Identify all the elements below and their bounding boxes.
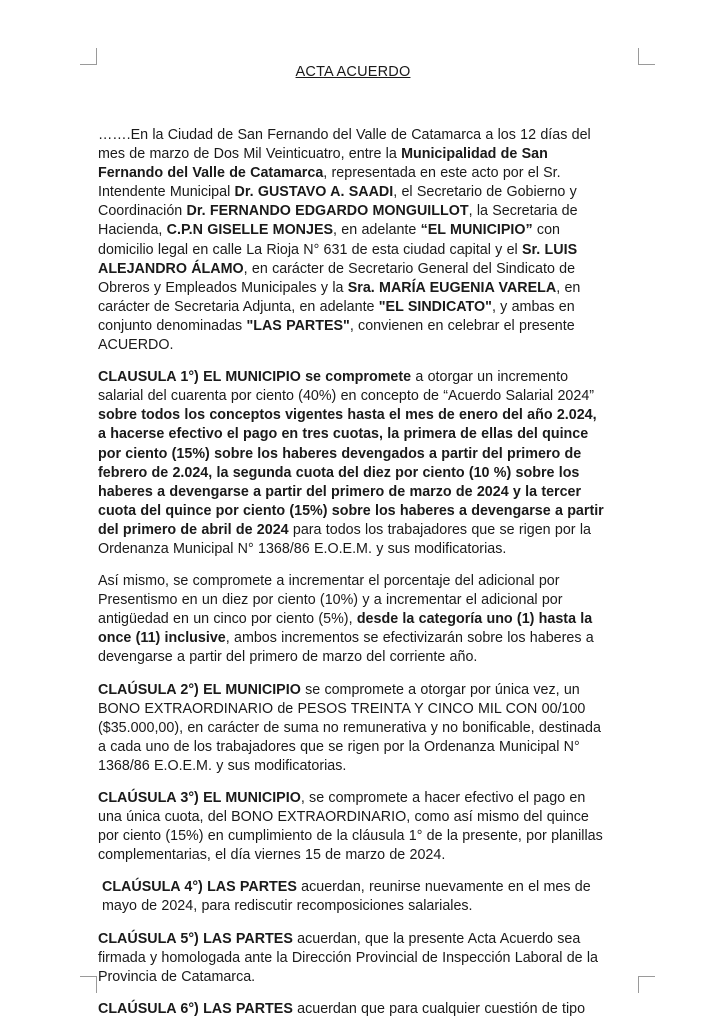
clause-1-continuation-paragraph	[98, 572, 608, 667]
bold-text-run: sobre todos los conceptos vigentes hasta el mes de enero del año 2.024, a hacerse efectivo el pago en tres cuotas, la primera de ellas del quince por ciento (15%) sobre los haberes devengados a partir del primero de febrero de 2.024, la segunda cuota del diez por ciento (10 %) sobre los haberes a devengarse a partir del primero de marzo de 2024 y la tercer cuota del quince por ciento (15%) sobre los haberes a devengarse a partir del primero de abril de 2024	[98, 407, 604, 538]
intro-paragraph	[98, 126, 608, 355]
crop-mark-top-right	[638, 48, 655, 65]
document-title: ACTA ACUERDO	[295, 64, 411, 80]
clause-3-paragraph	[98, 789, 608, 865]
bold-text-run: C.P.N GISELLE MONJES	[166, 222, 334, 239]
text-run: , en adelante	[333, 222, 421, 239]
bold-text-run: desde la categoría uno (1) hasta la once (11) inclusive	[98, 611, 593, 647]
text-run: , convienen en celebrar el presente ACUERDO.	[98, 317, 575, 354]
text-run: con domicilio legal en calle La Rioja N° 631 de esta ciudad capital y el	[98, 222, 560, 258]
text-run: , y ambas en conjunto denominadas	[98, 298, 575, 334]
crop-mark-bottom-right	[638, 976, 655, 993]
text-run: , en carácter de Secretario General del Sindicato de Obreros y Empleados Municipales y la	[98, 260, 576, 296]
bold-text-run: se compromete	[305, 369, 412, 386]
text-run: se compromete a otorgar por única vez, un BONO EXTRAORDINARIO de PESOS TREINTA Y CINCO MIL CON 00/100 ($35.000,00), en carácter de suma no remunerativa y no bonificable, destinada a cada uno de los trabajadores que se rigen por la Ordenanza Municipal N° 1368/86 E.O.E.M. y sus modificatorias.	[98, 681, 601, 774]
bold-text-run: CLAÚSULA 5°) LAS PARTES	[98, 930, 293, 947]
text-run: acuerdan, reunirse nuevamente en el mes de mayo de 2024, para rediscutir recomposiciones salariales.	[102, 879, 591, 915]
clause-4-paragraph	[98, 878, 608, 916]
crop-mark-top-left	[80, 48, 97, 65]
crop-mark-bottom-left	[80, 976, 97, 993]
text-run: , representada en este acto por el Sr. Intendente Municipal	[98, 165, 561, 201]
clause-2-paragraph	[98, 681, 608, 776]
bold-text-run: CLAÚSULA 6°) LAS PARTES	[98, 1000, 293, 1017]
bold-text-run: Sr. LUIS ALEJANDRO ÁLAMO	[98, 241, 578, 277]
bold-text-run: Dr. FERNANDO EDGARDO MONGUILLOT	[186, 203, 469, 220]
clause-1-paragraph	[98, 368, 608, 559]
text-run: acuerdan, que la presente Acta Acuerdo sea firmada y homologada ante la Dirección Provincial de Inspección Laboral de la Provincia de Catamarca.	[98, 930, 599, 985]
text-run: acuerdan que para cualquier cuestión de tipo	[292, 1000, 586, 1017]
clause-6-paragraph	[98, 1000, 608, 1019]
text-run: a otorgar un incremento salarial del cuarenta por ciento (40%) en concepto de “Acuerdo Salarial 2024”	[98, 369, 595, 405]
bold-text-run: "LAS PARTES"	[246, 317, 350, 334]
text-run: Así mismo, se compromete a incrementar el porcentaje del adicional por Presentismo en un diez por ciento (10%) y a incrementar el adicional por antigüedad en un cinco por ciento (5%),	[98, 573, 563, 628]
text-run: , la Secretaria de Hacienda,	[98, 203, 578, 239]
bold-text-run: CLAÚSULA 3°) EL MUNICIPIO	[98, 790, 301, 806]
bold-text-run: CLAÚSULA 4°) LAS PARTES	[102, 879, 297, 896]
text-run: …….En la Ciudad de San Fernando del Valle de Catamarca a los 12 días del mes de marzo de Dos Mil Veinticuatro, entre la	[98, 127, 591, 163]
bold-text-run: Sra. MARÍA EUGENIA VARELA	[347, 279, 557, 296]
bold-text-run: CLAUSULA 1°) EL MUNICIPIO	[98, 369, 301, 386]
bold-text-run: Dr. GUSTAVO A. SAADI	[234, 184, 394, 201]
text-run: , en carácter de Secretaria Adjunta, en adelante	[98, 279, 581, 315]
bold-text-run: Municipalidad de San Fernando del Valle de Catamarca	[98, 146, 548, 182]
bold-text-run: CLAÚSULA 2°) EL MUNICIPIO	[98, 681, 301, 698]
text-run: , se compromete a hacer efectivo el pago en una única cuota, del BONO EXTRAORDINARIO, como así mismo del quince por ciento (15%) en cumplimiento de la cláusula 1° de la presente, por planillas complementarias, el día viernes 15 de marzo de 2024.	[98, 790, 603, 864]
text-run: , ambos incrementos se efectivizarán sobre los haberes a devengarse a partir del primero de marzo del corriente año.	[98, 630, 594, 666]
text-run: , el Secretario de Gobierno y Coordinación	[98, 184, 577, 220]
document-body	[98, 64, 608, 1032]
bold-text-run: “EL MUNICIPIO”	[420, 222, 533, 239]
bold-text-run: "EL SINDICATO"	[378, 298, 492, 315]
text-run: para todos los trabajadores que se rigen por la Ordenanza Municipal N° 1368/86 E.O.E.M. y sus modificatorias.	[98, 521, 591, 557]
clause-5-paragraph	[98, 930, 608, 987]
